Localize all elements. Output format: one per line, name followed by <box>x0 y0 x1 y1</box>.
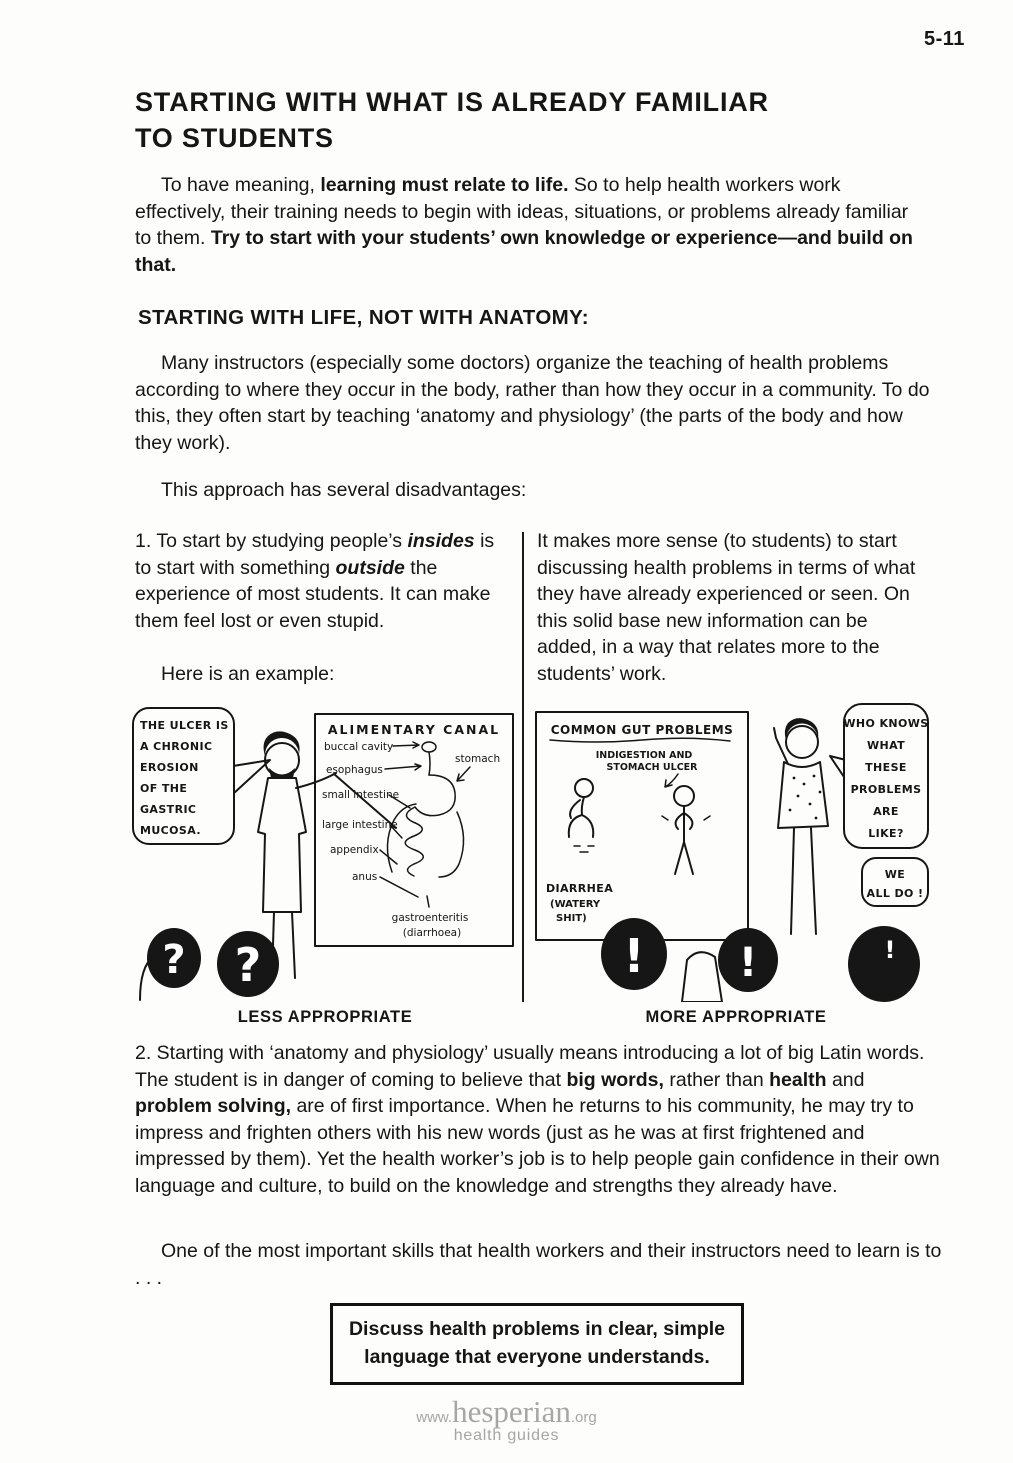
bubble-line: WHAT <box>866 739 906 752</box>
label-stomach: stomach <box>455 753 501 765</box>
ulcer-speech-bubble <box>133 708 270 844</box>
facilitator-figure <box>774 718 828 934</box>
disadvantage-1 <box>135 528 509 634</box>
disadvantage-1-italic-2: outside <box>335 556 405 579</box>
chart-title: ALIMENTARY CANAL <box>327 722 501 737</box>
watermark-tagline: health guides <box>453 1427 560 1444</box>
bubble-line: WHO KNOWS <box>843 717 929 730</box>
disadvantage-2-text-1: 2. Starting with ‘anatomy and physiology’ usually means introducing a lot of big Latin words. The student is in danger of coming to believe that <box>135 1042 925 1091</box>
disadvantage-1-text-1: 1. To start by studying people’s <box>135 530 408 552</box>
column-divider <box>522 532 524 1002</box>
watermark-org: .org <box>570 1409 597 1426</box>
label-small-intestine: small intestine <box>322 789 400 801</box>
disadvantage-2-bold-3: problem solving, <box>135 1095 292 1117</box>
poster-title: COMMON GUT PROBLEMS <box>550 723 734 737</box>
bubble-line: WE <box>884 868 906 881</box>
caption-less-appropriate: LESS APPROPRIATE <box>237 1008 413 1026</box>
label-large-intestine: large intestine <box>322 819 398 831</box>
bubble-line: MUCOSA. <box>140 824 201 837</box>
label-appendix: appendix <box>330 844 379 856</box>
lecturer-jacket <box>258 778 306 912</box>
caption-more-appropriate: MORE APPROPRIATE <box>645 1008 827 1026</box>
disadvantage-2-bold-1: big words, <box>566 1068 664 1091</box>
bubble-line: THE ULCER IS <box>140 719 229 732</box>
disadvantage-2-bold-2: health <box>769 1068 827 1091</box>
intro-text-1: To have meaning, <box>161 174 321 196</box>
exclamation-mark: ! <box>738 940 758 986</box>
disadvantage-1-text-3: the experience of most students. It can make them feel lost or even stupid. <box>135 556 491 632</box>
page-number: 5-11 <box>924 28 965 50</box>
key-message-line2: language that everyone understands. <box>364 1346 710 1368</box>
poster-subtitle: INDIGESTION AND <box>595 750 693 761</box>
disadvantages-lead: This approach has several disadvantages: <box>161 479 527 501</box>
label-buccal-cavity: buccal cavity <box>324 741 394 753</box>
student-back <box>682 952 722 1002</box>
disadvantage-1-italic-1: insides <box>407 530 475 552</box>
watermark-www: www. <box>416 1409 453 1426</box>
label-shit: SHIT) <box>556 913 587 924</box>
bubble-line: EROSION <box>140 761 199 774</box>
illustration-less-appropriate <box>130 700 518 1002</box>
facilitator-legs <box>791 828 816 934</box>
bubble-line: THESE <box>865 761 907 774</box>
intro-bold-1: learning must relate to life. <box>320 174 569 196</box>
page-title <box>135 84 769 156</box>
watermark-url <box>0 1394 1013 1430</box>
section-heading: STARTING WITH LIFE, NOT WITH ANATOMY: <box>138 306 589 329</box>
lecturer-leg <box>292 912 295 978</box>
question-mark: ? <box>234 938 262 992</box>
hesperian-watermark <box>0 1394 1013 1445</box>
bubble-line: PROBLEMS <box>850 783 922 796</box>
left-column <box>135 528 509 688</box>
key-message-box <box>330 1303 744 1385</box>
better-approach-paragraph: It makes more sense (to students) to start discussing health problems in terms of what they have already experienced or seen. On this solid base new information can be added, in a way that relates more to the students’ work. <box>537 530 916 685</box>
example-lead: Here is an example: <box>161 663 335 685</box>
intro-text-2: So to help health workers work effectively, their training needs to begin with ideas, situations, or problems already familiar to them. <box>135 174 909 249</box>
intro-paragraph <box>135 172 927 278</box>
recognizing-students <box>601 918 920 1002</box>
title-line2: TO STUDENTS <box>135 123 334 153</box>
answer-bubble <box>862 858 928 906</box>
label-watery: (WATERY <box>550 899 601 910</box>
illustration-more-appropriate <box>532 700 932 1002</box>
disadvantage-2-text-2: rather than <box>663 1068 770 1091</box>
disadvantage-2-text-3: and <box>826 1068 865 1091</box>
bubble-line: A CHRONIC <box>140 740 213 753</box>
disadvantage-2 <box>135 1040 943 1199</box>
bubble-line: ARE <box>873 805 899 818</box>
bubble-line: GASTRIC <box>140 803 197 816</box>
label-esophagus: esophagus <box>326 764 383 776</box>
closing-paragraph: One of the most important skills that health workers and their instructors need to learn is to . . . <box>135 1240 942 1289</box>
disadvantage-1-text-2: is to start with something <box>135 530 495 579</box>
disadvantage-2-text-4: are of first importance. When he returns to his community, he may try to impress and frighten others with his new words (just as he was at first frightened and impressed by them). Yet the health worker’s job is to help people gain confidence in their own language and culture, to build on the knowledge and strengths they already have. <box>135 1095 940 1197</box>
poster-subtitle: STOMACH ULCER <box>606 762 698 773</box>
facilitator-hair <box>785 718 818 740</box>
key-message-line1: Discuss health problems in clear, simple <box>348 1318 726 1340</box>
bubble-line: LIKE? <box>868 827 904 840</box>
question-mark: ? <box>162 937 186 983</box>
exclamation-mark: ! <box>884 936 896 964</box>
anatomy-paragraph: Many instructors (especially some doctors) organize the teaching of health problems according to where they occur in the body, rather than how they occur in a community. To do this, they often start by teaching ‘anatomy and physiology’ (the parts of the body and how they work). <box>135 352 930 454</box>
gut-problems-poster <box>536 712 748 940</box>
title-line1: STARTING WITH WHAT IS ALREADY FAMILIAR <box>135 87 769 117</box>
watermark-brand: hesperian <box>452 1394 571 1429</box>
question-bubble <box>830 704 929 848</box>
label-gastroenteritis: gastroenteritis <box>391 912 469 924</box>
label-anus: anus <box>352 871 378 883</box>
facilitator-shirt <box>778 762 828 828</box>
intro-bold-2: Try to start with your students’ own knowledge or experience—and build on that. <box>135 227 913 276</box>
confused-students <box>140 928 279 1000</box>
facilitator-head <box>786 726 818 758</box>
alimentary-canal-chart <box>315 714 513 946</box>
bubble-line: OF THE <box>140 782 188 795</box>
right-column <box>537 528 931 687</box>
label-diarrhoea: (diarrhoea) <box>402 927 462 939</box>
speech-bubble-tail <box>233 760 270 794</box>
exclamation-mark: ! <box>623 929 645 983</box>
bubble-line: ALL DO ! <box>866 887 924 900</box>
label-diarrhea: DIARRHEA <box>546 882 614 895</box>
